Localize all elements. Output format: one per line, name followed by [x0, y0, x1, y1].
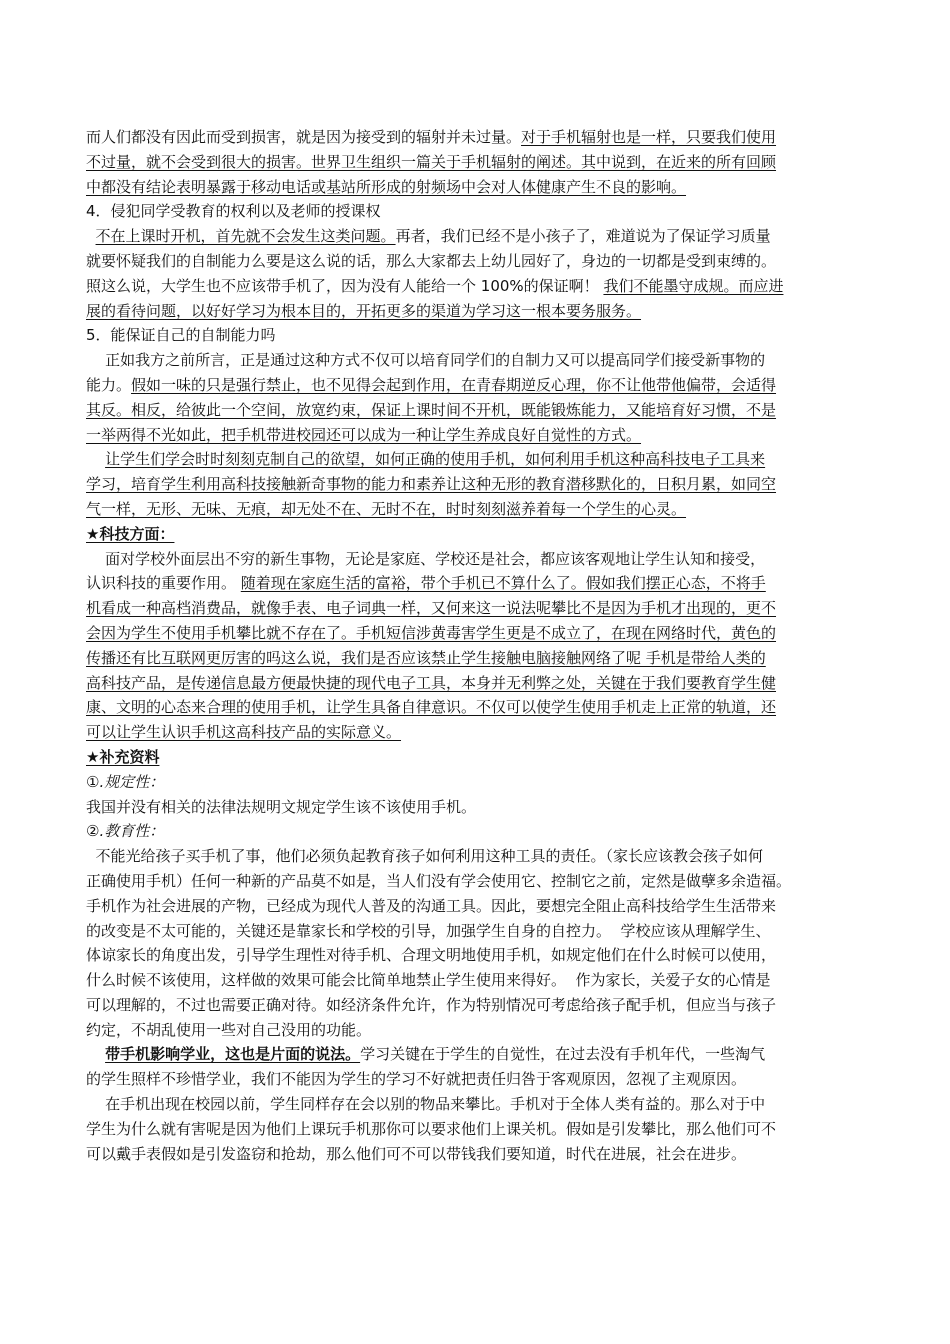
text-line [86, 1142, 862, 1167]
body-text: 约定，不胡乱使用一些对自己没用的功能。 [86, 1020, 372, 1039]
text-line [86, 547, 862, 572]
body-text: 面对学校外面层出不穷的新生事物，无论是家庭、学校还是社会，都应该客观地让学生认知和接受， [86, 549, 766, 568]
body-text [86, 227, 96, 245]
body-text: 可以戴手表假如是引发盗窃和抢劫，那么他们可不可以带钱我们要知道，时代在进展，社会在进步。 [86, 1144, 747, 1163]
body-text: ②.教育性： [86, 822, 165, 841]
underlined-text: 一举两得不光如此，把手机带进校园还可以成为一种让学生养成良好自觉性的方式。 [86, 425, 642, 444]
body-text: 认识科技的重要作用。 [86, 574, 241, 593]
text-line [86, 447, 862, 472]
text-line [86, 596, 862, 621]
text-line [86, 819, 862, 844]
body-text: 4．侵犯同学受教育的权利以及老师的授课权 [86, 202, 381, 221]
underlined-text: 不在上课时开机，首先就不会发生这类问题。 [95, 227, 396, 246]
section-heading: ★科技方面： [86, 524, 175, 543]
text-line [86, 993, 862, 1018]
underlined-text: 对于手机辐射也是一样，只要我们使用 [521, 128, 777, 146]
body-text: 而人们都没有因此而受到损害，就是因为接受到的辐射并未过量。 [86, 128, 522, 146]
text-line [86, 522, 862, 547]
text-line [86, 274, 862, 299]
text-line [86, 348, 862, 373]
section-heading: ★补充资料 [86, 747, 160, 766]
text-line [86, 249, 862, 274]
text-line [86, 621, 862, 646]
underlined-text: 可以让学生认识手机这高科技产品的实际意义。 [86, 723, 402, 742]
body-text: 正如我方之前所言，正是通过这种方式不仅可以培育同学们的自制力又可以提高同学们接受新事物的 [86, 351, 766, 370]
underlined-text: 让学生们学会时时刻刻克制自己的欲望，如何正确的使用手机，如何利用手机这种高科技电子工具来 [105, 450, 766, 469]
text-line [86, 497, 862, 522]
text-line [86, 745, 862, 770]
text-line [86, 943, 862, 968]
body-text: ①.规定性： [86, 772, 165, 791]
underlined-text: 会因为学生不使用手机攀比就不存在了。手机短信涉黄毒害学生更是不成立了，在现在网络时代，黄色的 [86, 623, 777, 642]
body-text: 学生为什么就有害呢是因为他们上课玩手机那你可以要求他们上课关机。假如是引发攀比，那么他们可不 [86, 1119, 777, 1138]
text-line [86, 770, 862, 795]
underlined-text: 我们不能墨守成规。而应进 [603, 276, 784, 295]
body-text: 在手机出现在校园以前，学生同样存在会以别的物品来攀比。手机对于全体人类有益的。那么对于中 [86, 1095, 766, 1114]
underlined-text: 学习，培育学生利用高科技接触新奇事物的能力和素养让这种无形的教育潜移默化的，日积月累，如同空 [86, 475, 777, 494]
body-text: 能力。 [86, 375, 132, 394]
document-page [86, 125, 862, 1166]
text-line [86, 175, 862, 200]
text-line [86, 299, 862, 324]
underlined-text: 不过量，就不会受到很大的损害。世界卫生组织一篇关于手机辐射的阐述。其中说到，在近来的所有回顾 [86, 152, 777, 171]
body-text: 我国并没有相关的法律法规明文规定学生该不该使用手机。 [86, 797, 477, 816]
text-line [86, 373, 862, 398]
underlined-text: 展的看待问题，以好好学习为根本目的，开拓更多的渠道为学习这一根本要务服务。 [86, 301, 642, 320]
body-text [86, 450, 105, 468]
section-heading: 带手机影响学业，这也是片面的说法。 [105, 1045, 361, 1064]
text-line [86, 1117, 862, 1142]
text-line [86, 844, 862, 869]
text-line [86, 1067, 862, 1092]
text-line [86, 1018, 862, 1043]
underlined-text: 随着现在家庭生活的富裕，带个手机已不算什么了。假如我们摆正心态，不将手 [240, 574, 766, 593]
text-line [86, 646, 862, 671]
body-text: 体谅家长的角度出发，引导学生理性对待手机、合理文明地使用手机，如规定他们在什么时候可以使用， [86, 946, 777, 965]
text-line [86, 224, 862, 249]
body-text: 的改变是不太可能的，关键还是靠家长和学校的引导，加强学生自身的自控力。 学校应该从理解学生、 [86, 921, 771, 940]
underlined-text: 高科技产品，是传递信息最方便最快捷的现代电子工具，本身并无利弊之处，关键在于我们要教育学生健 [86, 673, 777, 692]
text-line [86, 423, 862, 448]
text-line [86, 1092, 862, 1117]
underlined-text: 假如一味的只是强行禁止，也不见得会起到作用，在青春期逆反心理，你不让他带他偏带，会适得 [131, 375, 777, 394]
underlined-text: 康、文明的心态来合理的使用手机，让学生具备自律意识。不仅可以使学生使用手机走上正常的轨道，还 [86, 698, 777, 717]
body-text: 照这么说，大学生也不应该带手机了，因为没有人能给一个 100%的保证啊！ [86, 276, 604, 295]
text-line [86, 150, 862, 175]
text-line [86, 199, 862, 224]
underlined-text: 机看成一种高档消费品，就像手表、电子词典一样，又何来这一说法呢攀比不是因为手机才出现的，更不 [86, 599, 777, 618]
body-text: 的学生照样不珍惜学业，我们不能因为学生的学习不好就把责任归咎于客观原因，忽视了主观原因。 [86, 1070, 747, 1089]
body-text: 再者，我们已经不是小孩子了，难道说为了保证学习质量 [395, 227, 771, 246]
text-line [86, 720, 862, 745]
body-text: 什么时候不该使用，这样做的效果可能会比简单地禁止学生使用来得好。 作为家长，关爱子女的心情是 [86, 971, 771, 990]
body-text: 不能光给孩子买手机了事，他们必须负起教育孩子如何利用这种工具的责任。（家长应该教会孩子如何 [86, 847, 764, 866]
text-line [86, 968, 862, 993]
text-line [86, 472, 862, 497]
body-text: 就要怀疑我们的自制能力么要是这么说的话，那么大家都去上幼儿园好了，身边的一切都是受到束缚的。 [86, 251, 777, 270]
text-line [86, 323, 862, 348]
underlined-text: 传播还有比互联网更厉害的吗这么说，我们是否应该禁止学生接触电脑接触网络了呢 手机是带给人类的 [86, 648, 766, 667]
underlined-text: 中都没有结论表明暴露于移动电话或基站所形成的射频场中会对人体健康产生不良的影响。 [86, 177, 687, 196]
text-line [86, 671, 862, 696]
underlined-text: 气一样，无形、无味、无痕，却无处不在、无时不在，时时刻刻滋养着每一个学生的心灵。 [86, 499, 687, 518]
text-line [86, 695, 862, 720]
text-line [86, 869, 862, 894]
text-line [86, 894, 862, 919]
body-text: 5．能保证自己的自制能力吗 [86, 326, 276, 345]
text-line [86, 125, 862, 150]
text-line [86, 919, 862, 944]
underlined-text: 其反。相反，给彼此一个空间，放宽约束，保证上课时间不开机，既能锻炼能力，又能培育好习惯，不是 [86, 400, 777, 419]
text-line [86, 1042, 862, 1067]
text-line [86, 795, 862, 820]
body-text [86, 1045, 105, 1063]
body-text: 手机作为社会进展的产物，已经成为现代人普及的沟通工具。因此，要想完全阻止高科技给学生生活带来 [86, 896, 777, 915]
body-text: 正确使用手机）任何一种新的产品莫不如是，当人们没有学会使用它、控制它之前，定然是做孽多余造福。 [86, 871, 792, 890]
body-text: 学习关键在于学生的自觉性，在过去没有手机年代，一些淘气 [360, 1045, 766, 1064]
body-text: 可以理解的，不过也需要正确对待。如经济条件允许，作为特别情况可考虑给孩子配手机，但应当与孩子 [86, 995, 777, 1014]
text-line [86, 398, 862, 423]
text-line [86, 571, 862, 596]
